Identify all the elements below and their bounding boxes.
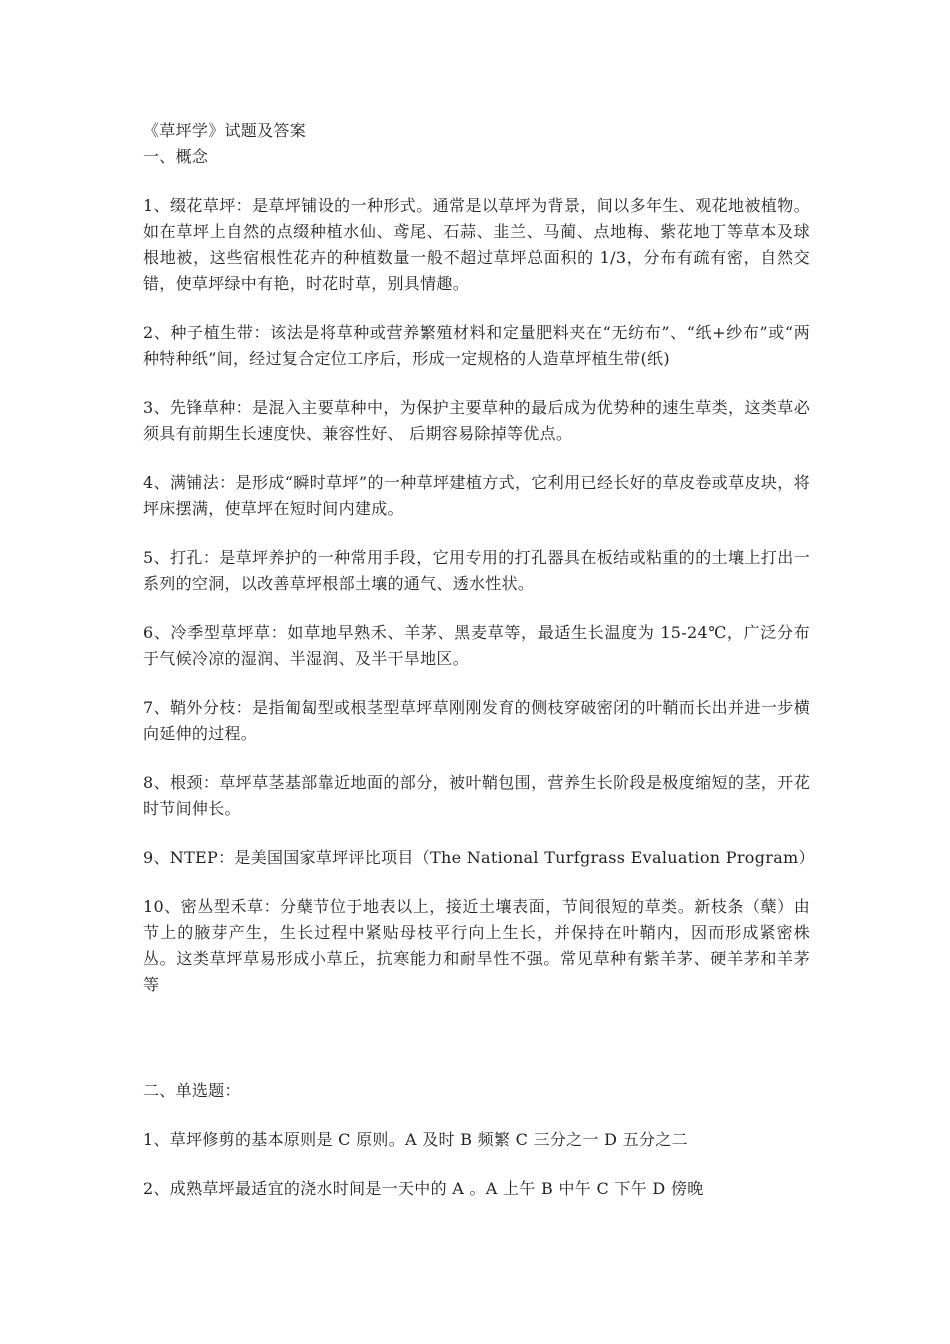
- section-heading-concepts: 一、概念: [143, 147, 209, 166]
- concept-item-7: 7、鞘外分枝：是指匍匐型或根茎型草坪草刚刚发育的侧枝穿破密闭的叶鞘而长出并进一步横向延伸的过程。: [143, 698, 810, 743]
- concept-item-2: 2、种子植生带：该法是将草种或营养繁殖材料和定量肥料夹在“无纺布”、“纸+纱布”或“两种特种纸”间，经过复合定位工序后，形成一定规格的人造草坪植生带(纸): [143, 323, 810, 368]
- question-item-2: 2、成熟草坪最适宜的浇水时间是一天中的 A 。A 上午 B 中午 C 下午 D 傍晚: [143, 1179, 704, 1198]
- concept-item-3: 3、先锋草种：是混入主要草种中，为保护主要草种的最后成为优势种的速生草类，这类草必须具有前期生长速度快、兼容性好、 后期容易除掉等优点。: [143, 398, 810, 443]
- concept-item-9: 9、NTEP：是美国国家草坪评比项目（The National Turfgrass Evaluation Program）: [143, 848, 815, 867]
- section-heading-single-choice: 二、单选题：: [143, 1081, 241, 1100]
- concept-item-6: 6、冷季型草坪草：如草地早熟禾、羊茅、黑麦草等，最适生长温度为 15-24℃，广泛分布于气候冷凉的湿润、半湿润、及半干旱地区。: [143, 623, 810, 668]
- concept-item-10: 10、密丛型禾草：分蘖节位于地表以上，接近土壤表面，节间很短的草类。新枝条（蘖）由节上的腋芽产生，生长过程中紧贴母枝平行向上生长，并保持在叶鞘内，因而形成紧密株丛。这类草坪草易形成小草丘，抗寒能力和耐旱性不强。常见草种有紫羊茅、硬羊茅和羊茅等: [143, 897, 810, 994]
- concept-item-8: 8、根颈：草坪草茎基部靠近地面的部分，被叶鞘包围，营养生长阶段是极度缩短的茎，开花时节间伸长。: [143, 773, 810, 818]
- document-title: 《草坪学》试题及答案: [143, 121, 307, 140]
- concept-item-1: 1、缀花草坪：是草坪铺设的一种形式。通常是以草坪为背景，间以多年生、观花地被植物。如在草坪上自然的点缀种植水仙、鸢尾、石蒜、韭兰、马蔺、点地梅、紫花地丁等草本及球根地被，这些宿根性花卉的种植数量一般不超过草坪总面积的 1/3，分布有疏有密，自然交错，使草坪绿中有艳，时花时草，别具情趣。: [143, 196, 810, 293]
- concept-item-5: 5、打孔：是草坪养护的一种常用手段，它用专用的打孔器具在板结或粘重的的土壤上打出一系列的空洞，以改善草坪根部土壤的通气、透水性状。: [143, 548, 810, 593]
- concept-item-4: 4、满铺法：是形成“瞬时草坪”的一种草坪建植方式，它利用已经长好的草皮卷或草皮块，将坪床摆满，使草坪在短时间内建成。: [143, 473, 810, 518]
- question-item-1: 1、草坪修剪的基本原则是 C 原则。A 及时 B 频繁 C 三分之一 D 五分之二: [143, 1130, 688, 1149]
- document-body: [143, 118, 815, 1202]
